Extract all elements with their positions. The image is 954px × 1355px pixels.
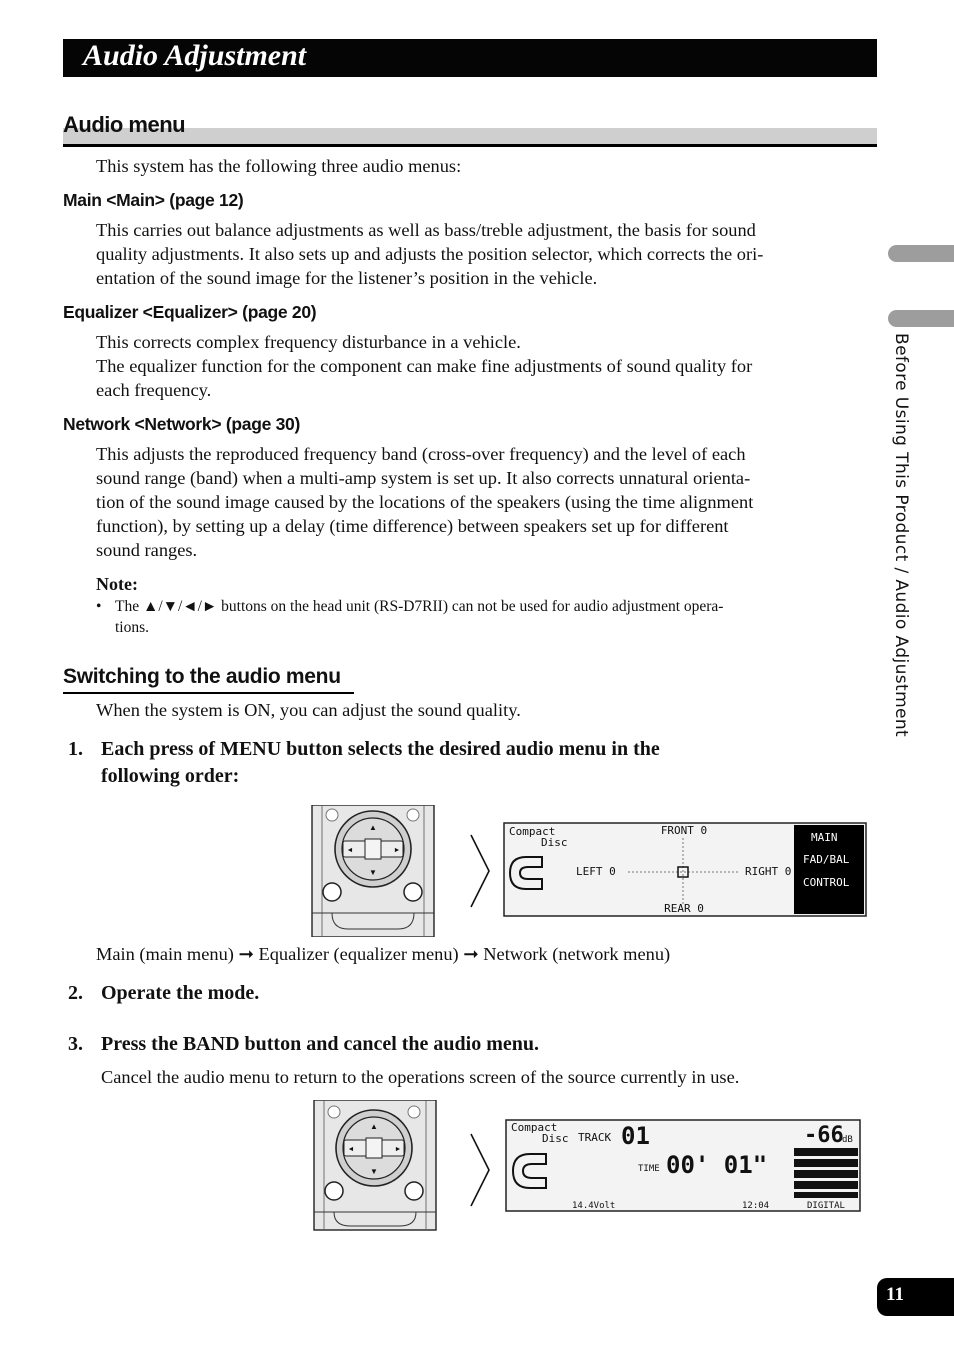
note-text — [115, 596, 835, 638]
text-line: quality adjustments. It also sets up and adjusts the position selector, which corrects the ori- — [96, 244, 764, 264]
page-number-box — [877, 1278, 954, 1316]
lcd-track-number: 01 — [621, 1122, 650, 1150]
step-1-number: 1. — [68, 738, 83, 760]
text-line: each frequency. — [96, 380, 212, 400]
lcd-volume: -66 — [804, 1123, 844, 1148]
lcd-menu-fad-bal: FAD/BAL — [803, 853, 850, 866]
lcd-source-line1: Compact — [509, 825, 556, 838]
text-line: tions. — [115, 619, 150, 636]
lcd-right: RIGHT 0 — [745, 865, 792, 878]
text-line: This carries out balance adjustments as well as bass/treble adjustment, the basis for sound — [96, 220, 756, 240]
side-tab-marker — [888, 310, 954, 327]
right-arrow-icon: ► — [394, 1145, 402, 1153]
lcd-source-line2: Disc — [541, 836, 568, 849]
lcd-menu-main: MAIN — [811, 831, 838, 844]
step-2-number: 2. — [68, 982, 83, 1004]
switching-heading: Switching to the audio menu — [63, 665, 341, 688]
switching-heading-rule — [63, 692, 354, 694]
menu-sequence: Main (main menu) ➞ Equalizer (equalizer menu) ➞ Network (network menu) — [96, 944, 671, 964]
text-line: function), by setting up a delay (time difference) between speakers set up for different — [96, 516, 729, 536]
network-description — [96, 442, 856, 562]
right-arrow-icon: ► — [393, 846, 401, 854]
lcd-mode: DIGITAL — [807, 1201, 845, 1211]
text-line: sound range (band) when a multi-amp system is set up. It also corrects unnatural orienta- — [96, 468, 751, 488]
text-line: following order: — [101, 765, 240, 787]
main-description — [96, 218, 856, 290]
up-arrow-icon: ▲ — [370, 1122, 378, 1131]
lcd-voltage: 14.4Volt — [572, 1201, 616, 1211]
lcd-rear: REAR 0 — [664, 902, 704, 915]
step-1-text — [101, 736, 660, 790]
chapter-banner — [63, 39, 877, 77]
chevron-right-icon — [471, 1134, 489, 1206]
text-line: The ▲/▼/◄/► buttons on the head unit (RS-D7RII) can not be used for audio adjustment opera- — [115, 598, 724, 615]
lcd-source-line1: Compact — [511, 1121, 558, 1134]
menu-button-icon — [323, 883, 341, 901]
lcd-clock: 12:04 — [742, 1201, 770, 1211]
network-heading: Network <Network> (page 30) — [63, 414, 300, 434]
lcd-menu-control: CONTROL — [803, 876, 850, 889]
switching-intro: When the system is ON, you can adjust the sound quality. — [96, 700, 521, 720]
lcd-time: 00' 01" — [666, 1151, 768, 1179]
section-title-rule — [63, 144, 877, 147]
text-line: This adjusts the reproduced frequency band (cross-over frequency) and the level of each — [96, 444, 746, 464]
text-line: The equalizer function for the component can make fine adjustments of sound quality for — [96, 356, 753, 376]
lcd-display-source — [506, 1120, 860, 1211]
down-arrow-icon: ▼ — [370, 1167, 378, 1176]
figure-band-button — [310, 1100, 870, 1232]
head-unit-controls — [312, 805, 434, 937]
step-3-number: 3. — [68, 1033, 83, 1055]
up-arrow-icon: ▲ — [369, 823, 377, 832]
equalizer-description — [96, 330, 856, 402]
note-bullet: • — [96, 598, 102, 615]
side-tab-marker — [888, 245, 954, 262]
page-number: 11 — [886, 1284, 904, 1305]
band-button-icon — [405, 1182, 423, 1200]
lcd-front: FRONT 0 — [660, 824, 708, 837]
lcd-track-label: TRACK — [578, 1131, 612, 1144]
lcd-source-line2: Disc — [542, 1132, 569, 1145]
note-heading: Note: — [96, 574, 138, 594]
text-line: entation of the sound image for the listener’s position in the vehicle. — [96, 268, 598, 288]
figure-menu-button — [310, 805, 870, 937]
lcd-time-label: TIME — [638, 1164, 660, 1174]
lcd-left: LEFT 0 — [576, 865, 616, 878]
text-line: tion of the sound image caused by the locations of the speakers (using the time alignment — [96, 492, 754, 512]
left-arrow-icon: ◄ — [347, 1145, 355, 1153]
section-title: Audio menu — [63, 112, 186, 137]
left-arrow-icon: ◄ — [346, 846, 354, 854]
chapter-title: Audio Adjustment — [83, 39, 307, 72]
sidebar-chapter-text: Before Using This Product / Audio Adjustment — [891, 333, 911, 738]
intro-text: This system has the following three audio menus: — [96, 156, 462, 176]
step-2-text: Operate the mode. — [101, 982, 260, 1004]
lcd-volume-unit: dB — [842, 1135, 853, 1145]
text-line: This corrects complex frequency disturbance in a vehicle. — [96, 332, 521, 352]
head-unit-controls — [314, 1100, 436, 1230]
text-line: Each press of MENU button selects the desired audio menu in the — [101, 738, 660, 760]
down-arrow-icon: ▼ — [369, 868, 377, 877]
lcd-display-fad-bal — [504, 823, 866, 916]
text-line: sound ranges. — [96, 540, 198, 560]
chevron-right-icon — [471, 835, 489, 907]
equalizer-heading: Equalizer <Equalizer> (page 20) — [63, 302, 317, 322]
main-heading: Main <Main> (page 12) — [63, 190, 244, 210]
step-3-text: Press the BAND button and cancel the audio menu. — [101, 1033, 539, 1055]
cancel-text: Cancel the audio menu to return to the operations screen of the source currently in use. — [101, 1067, 740, 1087]
